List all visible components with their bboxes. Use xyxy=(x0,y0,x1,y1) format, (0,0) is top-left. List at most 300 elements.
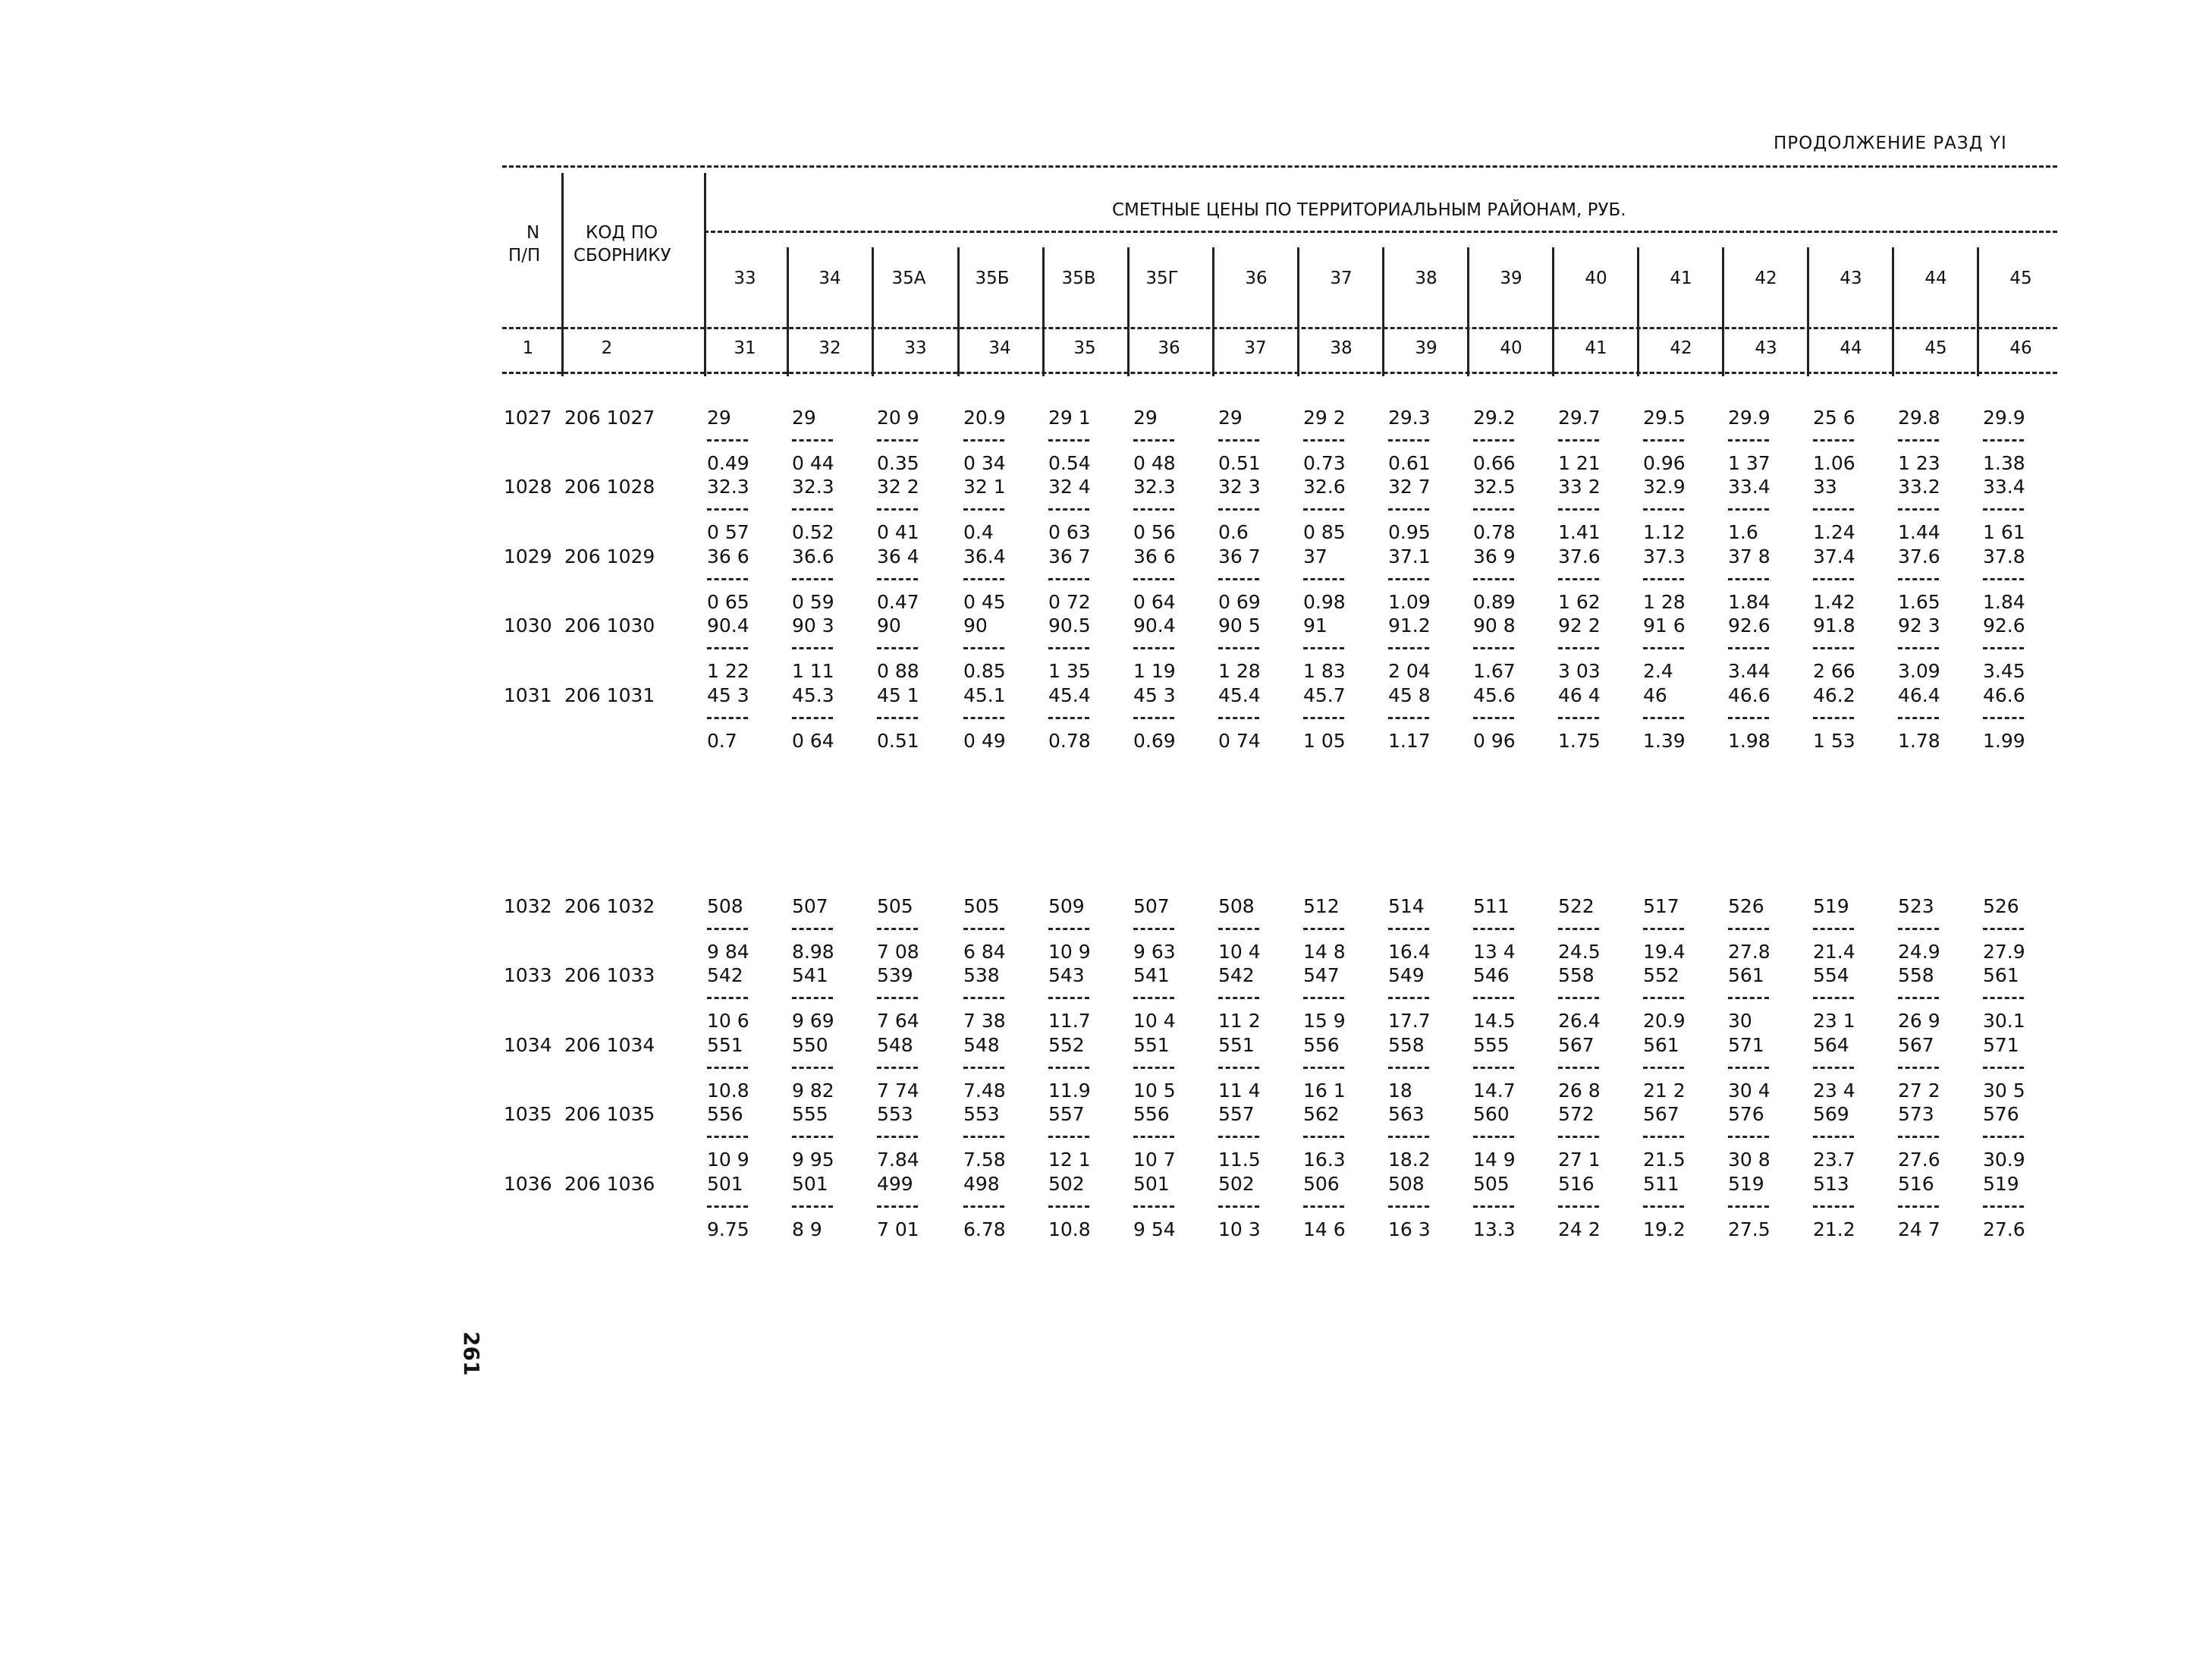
price-value: 501 xyxy=(1133,1172,1170,1195)
price-value: 91.8 xyxy=(1813,614,1855,637)
labor-value: 6 84 xyxy=(963,941,1006,963)
price-value: 508 xyxy=(1388,1172,1425,1195)
fraction-rule xyxy=(1133,508,1174,511)
price-value: 36 6 xyxy=(707,545,749,567)
header-vbar-district xyxy=(1042,247,1045,376)
labor-value: 0 65 xyxy=(707,590,749,613)
price-value: 29 xyxy=(1218,407,1243,429)
labor-value: 9.75 xyxy=(707,1218,749,1240)
price-value: 552 xyxy=(1048,1033,1085,1056)
labor-value: 1.67 xyxy=(1473,660,1516,683)
row-code: 206 1030 xyxy=(564,614,655,637)
price-value: 37.3 xyxy=(1643,545,1686,567)
column-number: 32 xyxy=(819,338,841,358)
price-value: 90 xyxy=(963,614,988,637)
column-number: 42 xyxy=(1670,338,1692,358)
labor-value: 20.9 xyxy=(1643,1010,1686,1033)
column-number: 45 xyxy=(1925,338,1947,358)
district-header: 45 xyxy=(2009,269,2032,288)
price-value: 551 xyxy=(707,1033,743,1056)
price-value: 29.7 xyxy=(1558,407,1601,429)
price-value: 29 xyxy=(1133,407,1158,429)
fraction-rule xyxy=(1388,1136,1429,1138)
price-value: 29 xyxy=(707,407,731,429)
price-value: 508 xyxy=(1218,895,1255,917)
labor-value: 14 8 xyxy=(1303,941,1346,963)
labor-value: 2 66 xyxy=(1813,660,1855,683)
price-value: 501 xyxy=(792,1172,828,1195)
labor-value: 0 48 xyxy=(1133,452,1176,474)
price-value: 33.4 xyxy=(1983,476,2025,498)
price-value: 553 xyxy=(963,1103,1000,1126)
fraction-rule xyxy=(1813,1067,1854,1069)
price-value: 558 xyxy=(1558,964,1595,987)
district-header: 35Г xyxy=(1145,269,1179,288)
price-value: 36 6 xyxy=(1133,545,1176,567)
labor-value: 10 7 xyxy=(1133,1149,1176,1171)
price-value: 36.4 xyxy=(963,545,1006,567)
labor-value: 1.44 xyxy=(1898,521,1940,544)
price-value: 46 xyxy=(1643,684,1667,706)
price-value: 90.4 xyxy=(707,614,749,637)
labor-value: 0 69 xyxy=(1218,590,1261,613)
fraction-rule xyxy=(1728,1067,1769,1069)
labor-value: 3 03 xyxy=(1558,660,1601,683)
price-value: 25 6 xyxy=(1813,407,1855,429)
price-value: 542 xyxy=(1218,964,1255,987)
labor-value: 0.6 xyxy=(1218,521,1249,544)
fraction-rule xyxy=(792,997,833,999)
price-value: 36.6 xyxy=(792,545,834,567)
fraction-rule xyxy=(1473,1205,1514,1208)
fraction-rule xyxy=(1388,647,1429,649)
labor-value: 1.39 xyxy=(1643,729,1686,752)
price-value: 37 xyxy=(1303,545,1328,567)
header-vbar-code xyxy=(704,173,706,376)
price-value: 523 xyxy=(1898,895,1934,917)
fraction-rule xyxy=(877,997,918,999)
fraction-rule xyxy=(1133,647,1174,649)
price-value: 32 2 xyxy=(877,476,919,498)
labor-value: 1 23 xyxy=(1898,452,1940,474)
labor-value: 7.84 xyxy=(877,1149,919,1171)
column-number: 38 xyxy=(1330,338,1353,358)
header-mid-rule xyxy=(704,231,2057,233)
price-value: 45.6 xyxy=(1473,684,1516,706)
fraction-rule xyxy=(707,717,748,719)
fraction-rule xyxy=(1218,439,1259,442)
fraction-rule xyxy=(1983,1205,2024,1208)
fraction-rule xyxy=(1558,647,1599,649)
labor-value: 30.9 xyxy=(1983,1149,2025,1171)
fraction-rule xyxy=(877,717,918,719)
labor-value: 0 96 xyxy=(1473,729,1516,752)
price-value: 46.6 xyxy=(1983,684,2025,706)
fraction-rule xyxy=(1133,1205,1174,1208)
fraction-rule xyxy=(707,997,748,999)
price-value: 567 xyxy=(1898,1033,1934,1056)
labor-value: 1.84 xyxy=(1728,590,1771,613)
labor-value: 2.4 xyxy=(1643,660,1673,683)
price-value: 567 xyxy=(1643,1103,1679,1126)
labor-value: 1 28 xyxy=(1643,590,1686,613)
fraction-rule xyxy=(1728,928,1769,930)
fraction-rule xyxy=(877,439,918,442)
labor-value: 10 3 xyxy=(1218,1218,1261,1240)
fraction-rule xyxy=(963,1205,1004,1208)
labor-value: 10 5 xyxy=(1133,1079,1176,1102)
district-header: 44 xyxy=(1925,269,1947,288)
price-value: 571 xyxy=(1728,1033,1764,1056)
labor-value: 0.7 xyxy=(707,729,737,752)
price-value: 46 4 xyxy=(1558,684,1601,706)
labor-value: 27 1 xyxy=(1558,1149,1601,1171)
labor-value: 1.24 xyxy=(1813,521,1855,544)
labor-value: 0 85 xyxy=(1303,521,1346,544)
price-value: 548 xyxy=(963,1033,1000,1056)
district-header: 33 xyxy=(734,269,756,288)
price-value: 45.4 xyxy=(1048,684,1091,706)
labor-value: 0 64 xyxy=(792,729,834,752)
fraction-rule xyxy=(1643,928,1684,930)
fraction-rule xyxy=(1898,1136,1939,1138)
labor-value: 10 4 xyxy=(1218,941,1261,963)
labor-value: 1 05 xyxy=(1303,729,1346,752)
labor-value: 7 08 xyxy=(877,941,919,963)
price-value: 29.9 xyxy=(1728,407,1771,429)
row-number: 1033 xyxy=(504,964,552,987)
fraction-rule xyxy=(1898,578,1939,580)
fraction-rule xyxy=(1133,1136,1174,1138)
labor-value: 30.1 xyxy=(1983,1010,2025,1033)
labor-value: 0 74 xyxy=(1218,729,1261,752)
fraction-rule xyxy=(963,928,1004,930)
price-value: 505 xyxy=(963,895,1000,917)
price-value: 508 xyxy=(707,895,743,917)
header-vbar-district xyxy=(1892,247,1894,376)
column-number: 2 xyxy=(601,338,613,358)
fraction-rule xyxy=(1898,1205,1939,1208)
fraction-rule xyxy=(1388,1205,1429,1208)
price-value: 562 xyxy=(1303,1103,1340,1126)
row-code: 206 1036 xyxy=(564,1172,655,1195)
district-header: 36 xyxy=(1245,269,1268,288)
labor-value: 30 xyxy=(1728,1010,1752,1033)
labor-value: 0.52 xyxy=(792,521,834,544)
fraction-rule xyxy=(1558,997,1599,999)
labor-value: 0 56 xyxy=(1133,521,1176,544)
header-vbar-district xyxy=(872,247,874,376)
price-value: 36 9 xyxy=(1473,545,1516,567)
labor-value: 1 53 xyxy=(1813,729,1855,752)
price-value: 29.9 xyxy=(1983,407,2025,429)
price-value: 45.1 xyxy=(963,684,1006,706)
column-number: 35 xyxy=(1073,338,1096,358)
price-value: 519 xyxy=(1728,1172,1764,1195)
labor-value: 18.2 xyxy=(1388,1149,1431,1171)
fraction-rule xyxy=(707,578,748,580)
district-header: 40 xyxy=(1585,269,1607,288)
labor-value: 24 2 xyxy=(1558,1218,1601,1240)
fraction-rule xyxy=(1983,647,2024,649)
district-header: 43 xyxy=(1840,269,1862,288)
price-value: 29.2 xyxy=(1473,407,1516,429)
labor-value: 0 57 xyxy=(707,521,749,544)
fraction-rule xyxy=(1133,928,1174,930)
price-value: 519 xyxy=(1813,895,1849,917)
labor-value: 26 9 xyxy=(1898,1010,1940,1033)
price-value: 576 xyxy=(1728,1103,1764,1126)
labor-value: 30 5 xyxy=(1983,1079,2025,1102)
price-value: 573 xyxy=(1898,1103,1934,1126)
fraction-rule xyxy=(1048,1205,1089,1208)
labor-value: 11 2 xyxy=(1218,1010,1261,1033)
fraction-rule xyxy=(1048,508,1089,511)
labor-value: 0 49 xyxy=(963,729,1006,752)
price-value: 567 xyxy=(1558,1033,1595,1056)
price-value: 33.4 xyxy=(1728,476,1771,498)
fraction-rule xyxy=(1048,439,1089,442)
row-number: 1027 xyxy=(504,407,552,429)
header-vbar-district xyxy=(1382,247,1384,376)
labor-value: 7.48 xyxy=(963,1079,1006,1102)
fraction-rule xyxy=(1728,439,1769,442)
price-value: 29 2 xyxy=(1303,407,1346,429)
row-code: 206 1028 xyxy=(564,476,655,498)
price-value: 45 3 xyxy=(707,684,749,706)
price-value: 561 xyxy=(1983,964,2019,987)
price-value: 560 xyxy=(1473,1103,1510,1126)
header-np: П/П xyxy=(508,246,541,266)
fraction-rule xyxy=(792,1205,833,1208)
price-value: 552 xyxy=(1643,964,1679,987)
price-value: 506 xyxy=(1303,1172,1340,1195)
labor-value: 0 45 xyxy=(963,590,1006,613)
fraction-rule xyxy=(1983,508,2024,511)
fraction-rule xyxy=(1303,1067,1344,1069)
fraction-rule xyxy=(1303,1136,1344,1138)
continuation-heading: ПРОДОЛЖЕНИЕ РАЗД YI xyxy=(1774,134,2007,153)
fraction-rule xyxy=(1133,1067,1174,1069)
labor-value: 1 35 xyxy=(1048,660,1091,683)
fraction-rule xyxy=(1133,578,1174,580)
labor-value: 0.66 xyxy=(1473,452,1516,474)
price-value: 557 xyxy=(1048,1103,1085,1126)
price-value: 90 8 xyxy=(1473,614,1516,637)
fraction-rule xyxy=(1898,647,1939,649)
labor-value: 1 37 xyxy=(1728,452,1771,474)
fraction-rule xyxy=(1643,1205,1684,1208)
fraction-rule xyxy=(1558,717,1599,719)
price-value: 538 xyxy=(963,964,1000,987)
price-value: 516 xyxy=(1898,1172,1934,1195)
price-value: 20 9 xyxy=(877,407,919,429)
price-value: 32.3 xyxy=(1133,476,1176,498)
row-number: 1028 xyxy=(504,476,552,498)
column-number: 43 xyxy=(1755,338,1777,358)
row-number: 1031 xyxy=(504,684,552,706)
price-value: 32.3 xyxy=(707,476,749,498)
labor-value: 0 88 xyxy=(877,660,919,683)
fraction-rule xyxy=(1983,1136,2024,1138)
fraction-rule xyxy=(1473,1067,1514,1069)
price-value: 556 xyxy=(1133,1103,1170,1126)
row-number: 1036 xyxy=(504,1172,552,1195)
price-value: 90.5 xyxy=(1048,614,1091,637)
labor-value: 27.5 xyxy=(1728,1218,1771,1240)
header-vbar-district xyxy=(1722,247,1724,376)
price-value: 502 xyxy=(1218,1172,1255,1195)
fraction-rule xyxy=(1218,928,1259,930)
row-code: 206 1027 xyxy=(564,407,655,429)
fraction-rule xyxy=(1983,997,2024,999)
column-number: 41 xyxy=(1585,338,1607,358)
price-value: 92.6 xyxy=(1728,614,1771,637)
fraction-rule xyxy=(1473,647,1514,649)
price-value: 539 xyxy=(877,964,913,987)
column-number: 36 xyxy=(1158,338,1180,358)
row-code: 206 1035 xyxy=(564,1103,655,1126)
district-header: 42 xyxy=(1755,269,1777,288)
labor-value: 0 59 xyxy=(792,590,834,613)
price-value: 45 3 xyxy=(1133,684,1176,706)
fraction-rule xyxy=(1303,647,1344,649)
fraction-rule xyxy=(1558,439,1599,442)
fraction-rule xyxy=(963,508,1004,511)
fraction-rule xyxy=(1983,439,2024,442)
labor-value: 0.73 xyxy=(1303,452,1346,474)
fraction-rule xyxy=(1643,997,1684,999)
labor-value: 0 34 xyxy=(963,452,1006,474)
labor-value: 16.3 xyxy=(1303,1149,1346,1171)
price-value: 29.8 xyxy=(1898,407,1940,429)
labor-value: 3.44 xyxy=(1728,660,1771,683)
price-value: 46.2 xyxy=(1813,684,1855,706)
fraction-rule xyxy=(1728,717,1769,719)
labor-value: 1.42 xyxy=(1813,590,1855,613)
price-value: 517 xyxy=(1643,895,1679,917)
labor-value: 1.41 xyxy=(1558,521,1601,544)
fraction-rule xyxy=(1813,928,1854,930)
price-value: 561 xyxy=(1728,964,1764,987)
fraction-rule xyxy=(1558,578,1599,580)
fraction-rule xyxy=(1558,508,1599,511)
price-value: 32.9 xyxy=(1643,476,1686,498)
labor-value: 0 41 xyxy=(877,521,919,544)
labor-value: 3.45 xyxy=(1983,660,2025,683)
fraction-rule xyxy=(1898,439,1939,442)
price-value: 32.6 xyxy=(1303,476,1346,498)
labor-value: 1.06 xyxy=(1813,452,1855,474)
labor-value: 0.96 xyxy=(1643,452,1686,474)
fraction-rule xyxy=(1813,439,1854,442)
price-value: 91.2 xyxy=(1388,614,1431,637)
price-value: 555 xyxy=(1473,1033,1510,1056)
fraction-rule xyxy=(1983,717,2024,719)
header-vbar-district xyxy=(957,247,960,376)
labor-value: 12 1 xyxy=(1048,1149,1091,1171)
price-value: 37.6 xyxy=(1898,545,1940,567)
labor-value: 30 4 xyxy=(1728,1079,1771,1102)
price-value: 548 xyxy=(877,1033,913,1056)
fraction-rule xyxy=(1643,508,1684,511)
fraction-rule xyxy=(792,647,833,649)
labor-value: 0.35 xyxy=(877,452,919,474)
price-value: 550 xyxy=(792,1033,828,1056)
price-value: 499 xyxy=(877,1172,913,1195)
fraction-rule xyxy=(877,647,918,649)
labor-value: 27.6 xyxy=(1898,1149,1940,1171)
price-value: 90 5 xyxy=(1218,614,1261,637)
price-value: 569 xyxy=(1813,1103,1849,1126)
header-n: N xyxy=(526,223,540,243)
fraction-rule xyxy=(877,1205,918,1208)
fraction-rule xyxy=(707,508,748,511)
column-number: 33 xyxy=(904,338,927,358)
labor-value: 1.09 xyxy=(1388,590,1431,613)
price-value: 90 3 xyxy=(792,614,834,637)
header-vbar-district xyxy=(1212,247,1214,376)
district-header: 35А xyxy=(891,269,926,288)
price-value: 32 3 xyxy=(1218,476,1261,498)
row-code: 206 1031 xyxy=(564,684,655,706)
fraction-rule xyxy=(1048,647,1089,649)
labor-value: 9 63 xyxy=(1133,941,1176,963)
row-code: 206 1033 xyxy=(564,964,655,987)
labor-value: 0.95 xyxy=(1388,521,1431,544)
labor-value: 0.85 xyxy=(963,660,1006,683)
fraction-rule xyxy=(1218,578,1259,580)
labor-value: 0.51 xyxy=(877,729,919,752)
labor-value: 7.58 xyxy=(963,1149,1006,1171)
price-value: 45 8 xyxy=(1388,684,1431,706)
fraction-rule xyxy=(1473,508,1514,511)
fraction-rule xyxy=(1218,647,1259,649)
fraction-rule xyxy=(707,1067,748,1069)
fraction-rule xyxy=(963,717,1004,719)
prices-title: СМЕТНЫЕ ЦЕНЫ ПО ТЕРРИТОРИАЛЬНЫМ РАЙОНАМ, РУБ. xyxy=(1112,200,1626,220)
price-value: 92 2 xyxy=(1558,614,1601,637)
fraction-rule xyxy=(1048,1136,1089,1138)
price-value: 561 xyxy=(1643,1033,1679,1056)
labor-value: 24 7 xyxy=(1898,1218,1940,1240)
price-value: 29 1 xyxy=(1048,407,1091,429)
fraction-rule xyxy=(1898,1067,1939,1069)
fraction-rule xyxy=(1048,1067,1089,1069)
fraction-rule xyxy=(1218,997,1259,999)
fraction-rule xyxy=(963,1067,1004,1069)
price-value: 563 xyxy=(1388,1103,1425,1126)
price-value: 36 7 xyxy=(1048,545,1091,567)
price-value: 29.3 xyxy=(1388,407,1431,429)
labor-value: 19.2 xyxy=(1643,1218,1686,1240)
labor-value: 1 62 xyxy=(1558,590,1601,613)
fraction-rule xyxy=(1303,439,1344,442)
labor-value: 8.98 xyxy=(792,941,834,963)
labor-value: 0 64 xyxy=(1133,590,1176,613)
labor-value: 10 9 xyxy=(1048,941,1091,963)
price-value: 45.3 xyxy=(792,684,834,706)
column-number: 46 xyxy=(2009,338,2032,358)
labor-value: 1.17 xyxy=(1388,729,1431,752)
header-vbar-district xyxy=(1297,247,1299,376)
price-value: 37.6 xyxy=(1558,545,1601,567)
header-bottom-rule xyxy=(502,327,2057,329)
price-value: 551 xyxy=(1218,1033,1255,1056)
fraction-rule xyxy=(1388,508,1429,511)
labor-value: 0.98 xyxy=(1303,590,1346,613)
price-value: 543 xyxy=(1048,964,1085,987)
